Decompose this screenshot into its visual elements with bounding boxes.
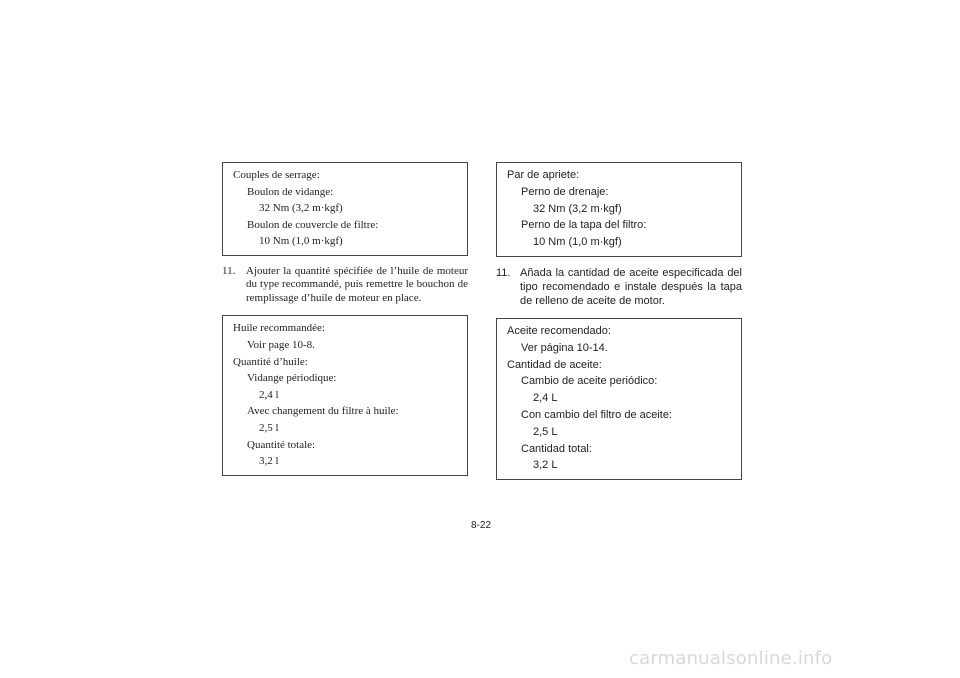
drain-bolt-label: Perno de drenaje: xyxy=(521,185,609,198)
recommended-oil-label: Huile recommandée: xyxy=(233,322,325,335)
drain-bolt-label: Boulon de vidange: xyxy=(247,185,334,198)
total-quantity-label: Cantidad total: xyxy=(521,442,592,455)
torque-spec-box xyxy=(222,162,468,256)
total-quantity-value: 3,2 L xyxy=(533,459,558,472)
step-text: Añada la cantidad de aceite especificada del tipo recomendado e instale después la tapa de relleno de aceite de motor. xyxy=(520,266,742,307)
periodic-change-label: Cambio de aceite periódico: xyxy=(521,375,658,388)
periodic-change-value: 2,4 l xyxy=(259,388,279,401)
drain-bolt-value: 32 Nm (3,2 m·kgf) xyxy=(259,202,343,215)
page-number: 8-22 xyxy=(471,520,492,531)
filter-change-value: 2,5 L xyxy=(533,425,558,438)
recommended-oil-value: Voir page 10-8. xyxy=(247,339,315,352)
step-11 xyxy=(496,266,742,308)
filter-cover-label: Perno de la tapa del filtro: xyxy=(521,219,647,232)
oil-quantity-label: Quantité d’huile: xyxy=(233,355,308,368)
recommended-oil-value: Ver página 10-14. xyxy=(521,341,608,354)
recommended-oil-label: Aceite recomendado: xyxy=(507,324,611,337)
filter-cover-label: Boulon de couvercle de filtre: xyxy=(247,218,379,231)
filter-change-label: Avec changement du filtre à huile: xyxy=(247,405,399,418)
oil-spec-box xyxy=(222,315,468,475)
step-number: 11. xyxy=(496,266,511,279)
step-11 xyxy=(222,265,468,306)
periodic-change-label: Vidange périodique: xyxy=(247,372,337,385)
spanish-column xyxy=(496,162,742,480)
filter-cover-value: 10 Nm (1,0 m·kgf) xyxy=(259,235,343,248)
drain-bolt-value: 32 Nm (3,2 m·kgf) xyxy=(533,202,622,215)
torque-title: Couples de serrage: xyxy=(233,169,320,181)
total-quantity-label: Quantité totale: xyxy=(247,438,316,451)
oil-quantity-label: Cantidad de aceite: xyxy=(507,358,602,371)
torque-spec-box xyxy=(496,162,742,257)
watermark-text: carmanualsonline.info xyxy=(629,648,833,669)
filter-cover-value: 10 Nm (1,0 m·kgf) xyxy=(533,236,622,249)
step-number: 11. xyxy=(222,264,236,277)
oil-spec-box xyxy=(496,318,742,480)
total-quantity-value: 3,2 l xyxy=(259,455,279,468)
filter-change-value: 2,5 l xyxy=(259,422,279,435)
filter-change-label: Con cambio del filtro de aceite: xyxy=(521,408,673,421)
step-text: Ajouter la quantité spécifiée de l’huile de moteur du type recommandé, puis remettre le bouchon de remplissage d’huile de moteur en place. xyxy=(246,264,468,304)
torque-title: Par de apriete: xyxy=(507,169,580,181)
french-column xyxy=(222,162,468,476)
periodic-change-value: 2,4 L xyxy=(533,392,558,405)
